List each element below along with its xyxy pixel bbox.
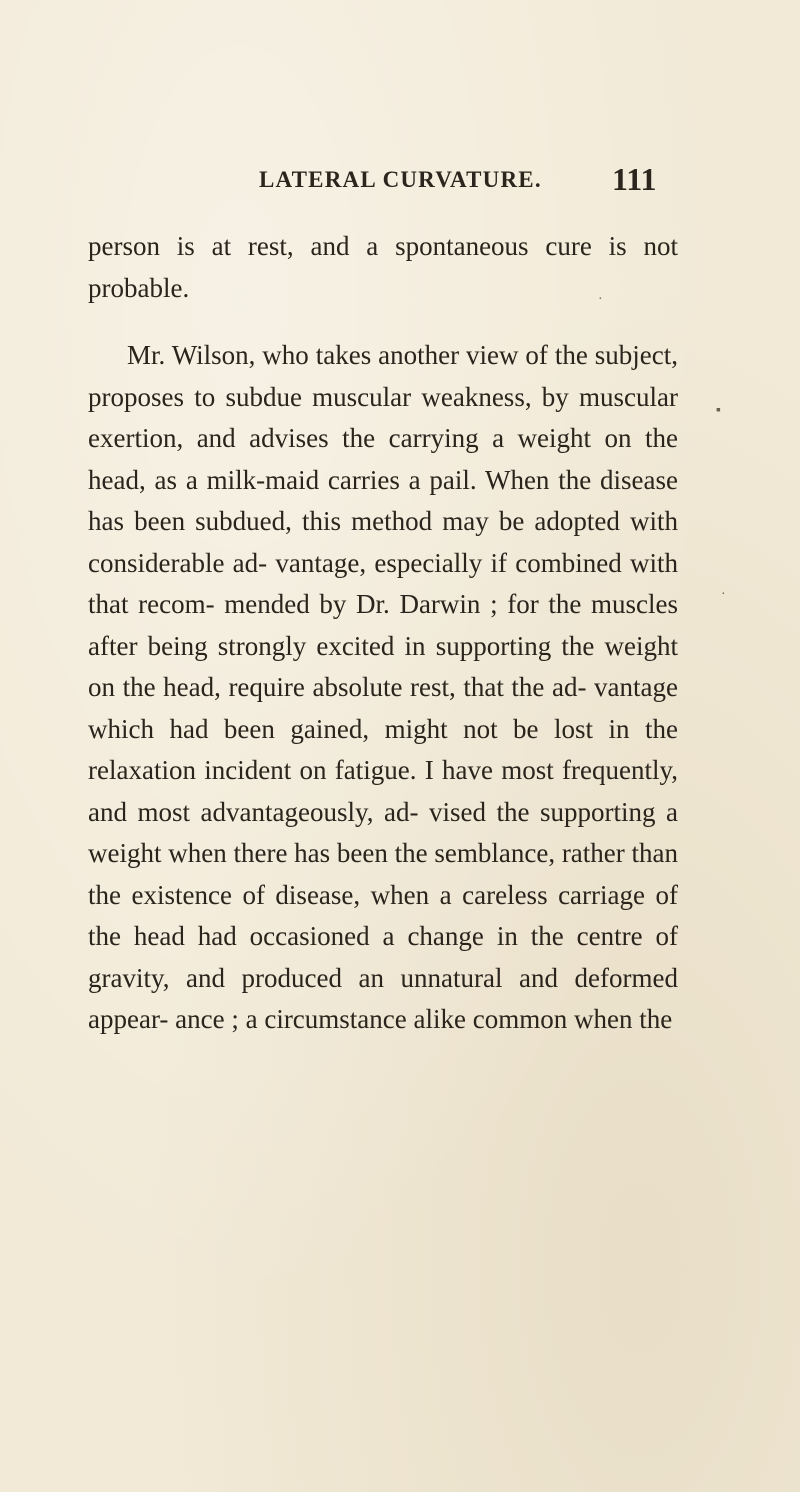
body-text <box>88 226 678 1041</box>
margin-speck-mark: · <box>598 292 603 307</box>
paragraph-2: Mr. Wilson, who takes another view of the subject, proposes to subdue muscular weakness, by muscular exertion, and advises the carrying a weight on the head, as a milk-maid carries a pail. When the disease has been subdued, this method may be adopted with considerable ad- vantage, especially if combined with that recom- mended by Dr. Darwin ; for the muscles after being strongly excited in supporting the weight on the head, require absolute rest, that the ad- vantage which had been gained, might not be lost in the relaxation incident on fatigue. I have most frequently, and most advantageously, ad- vised the supporting a weight when there has been the semblance, rather than the existence of disease, when a careless carriage of the head had occasioned a change in the centre of gravity, and produced an unnatural and deformed appear- ance ; a circumstance alike common when the <box>88 340 679 1034</box>
running-head: LATERAL CURVATURE. <box>259 167 542 192</box>
page-number: 111 <box>612 161 657 197</box>
margin-speck-mark: ▪ <box>716 403 721 418</box>
margin-speck-mark: · <box>721 587 726 602</box>
paragraph-1: person is at rest, and a spontaneous cure is not probable. <box>88 231 678 303</box>
page-header <box>0 163 800 203</box>
